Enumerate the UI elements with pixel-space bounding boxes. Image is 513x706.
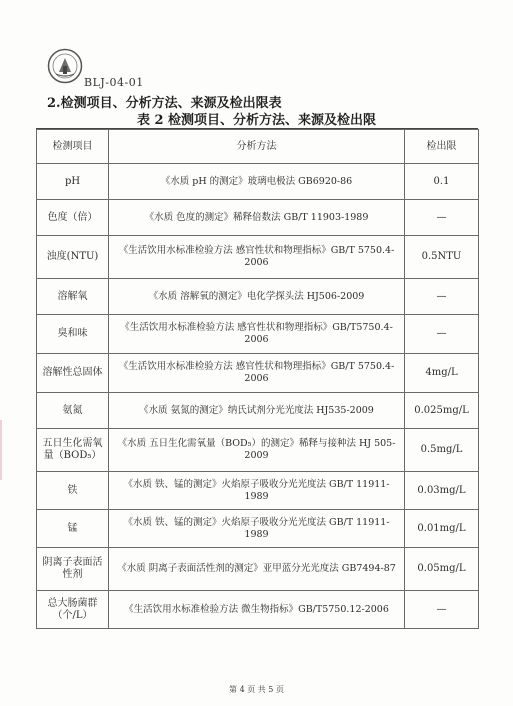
limit-cell: 0.01mg/L	[405, 510, 479, 548]
column-header-method: 分析方法	[109, 130, 405, 164]
table-row	[37, 591, 479, 629]
limit-cell: —	[405, 591, 479, 629]
method-cell: 《生活饮用水标准检验方法 微生物指标》GB/T5750.12-2006	[109, 591, 405, 629]
item-cell: 五日生化需氧量（BOD₅）	[37, 429, 109, 472]
method-cell: 《生活饮用水标准检验方法 感官性状和物理指标》GB/T 5750.4-2006	[109, 236, 405, 279]
item-cell: 铁	[37, 472, 109, 510]
company-logo-icon	[47, 48, 83, 84]
table-header-row	[37, 130, 479, 164]
table-row	[37, 164, 479, 200]
item-cell: 溶解氧	[37, 279, 109, 315]
method-cell: 《水质 五日生化需氧量（BOD₅）的测定》稀释与接种法 HJ 505-2009	[109, 429, 405, 472]
limit-cell: 4mg/L	[405, 354, 479, 393]
method-cell: 《水质 阴离子表面活性剂的测定》亚甲蓝分光光度法 GB7494-87	[109, 548, 405, 591]
table-row	[37, 200, 479, 236]
item-cell: 锰	[37, 510, 109, 548]
item-cell: 阴离子表面活性剂	[37, 548, 109, 591]
method-cell: 《水质 pH 的测定》玻璃电极法 GB6920-86	[109, 164, 405, 200]
limit-cell: 0.05mg/L	[405, 548, 479, 591]
method-cell: 《生活饮用水标准检验方法 感官性状和物理指标》GB/T5750.4-2006	[109, 315, 405, 354]
table-row	[37, 315, 479, 354]
limit-cell: 0.1	[405, 164, 479, 200]
limit-cell: 0.5NTU	[405, 236, 479, 279]
method-cell: 《水质 铁、锰的测定》火焰原子吸收分光光度法 GB/T 11911-1989	[109, 510, 405, 548]
section-heading: 2.检测项目、分析方法、来源及检出限表	[47, 96, 282, 111]
method-cell: 《生活饮用水标准检验方法 感官性状和物理指标》GB/T 5750.4-2006	[109, 354, 405, 393]
limit-cell: 0.5mg/L	[405, 429, 479, 472]
table-row	[37, 472, 479, 510]
limit-cell: 0.025mg/L	[405, 393, 479, 429]
item-cell: 色度（倍）	[37, 200, 109, 236]
limit-cell: —	[405, 279, 479, 315]
method-cell: 《水质 氨氮的测定》纳氏试剂分光光度法 HJ535-2009	[109, 393, 405, 429]
table-row	[37, 429, 479, 472]
limit-cell: —	[405, 315, 479, 354]
document-code: BLJ-04-01	[84, 76, 144, 89]
table-row	[37, 354, 479, 393]
table-row	[37, 510, 479, 548]
table-caption: 表 2 检测项目、分析方法、来源及检出限	[136, 113, 377, 128]
page-number: 第 4 页 共 5 页	[229, 685, 284, 694]
item-cell: 臭和味	[37, 315, 109, 354]
item-cell: pH	[37, 164, 109, 200]
column-header-item: 检测项目	[37, 130, 109, 164]
seal-stamp-edge	[0, 420, 14, 480]
table-row	[37, 393, 479, 429]
method-cell: 《水质 色度的测定》稀释倍数法 GB/T 11903-1989	[109, 200, 405, 236]
table-row	[37, 236, 479, 279]
method-cell: 《水质 溶解氧的测定》电化学探头法 HJ506-2009	[109, 279, 405, 315]
table-row	[37, 279, 479, 315]
item-cell: 总大肠菌群（个/L）	[37, 591, 109, 629]
method-cell: 《水质 铁、锰的测定》火焰原子吸收分光光度法 GB/T 11911-1989	[109, 472, 405, 510]
table-row	[37, 548, 479, 591]
limit-cell: —	[405, 200, 479, 236]
detection-limits-table	[36, 129, 479, 629]
item-cell: 氨氮	[37, 393, 109, 429]
item-cell: 溶解性总固体	[37, 354, 109, 393]
column-header-limit: 检出限	[405, 130, 479, 164]
item-cell: 浊度(NTU)	[37, 236, 109, 279]
limit-cell: 0.03mg/L	[405, 472, 479, 510]
